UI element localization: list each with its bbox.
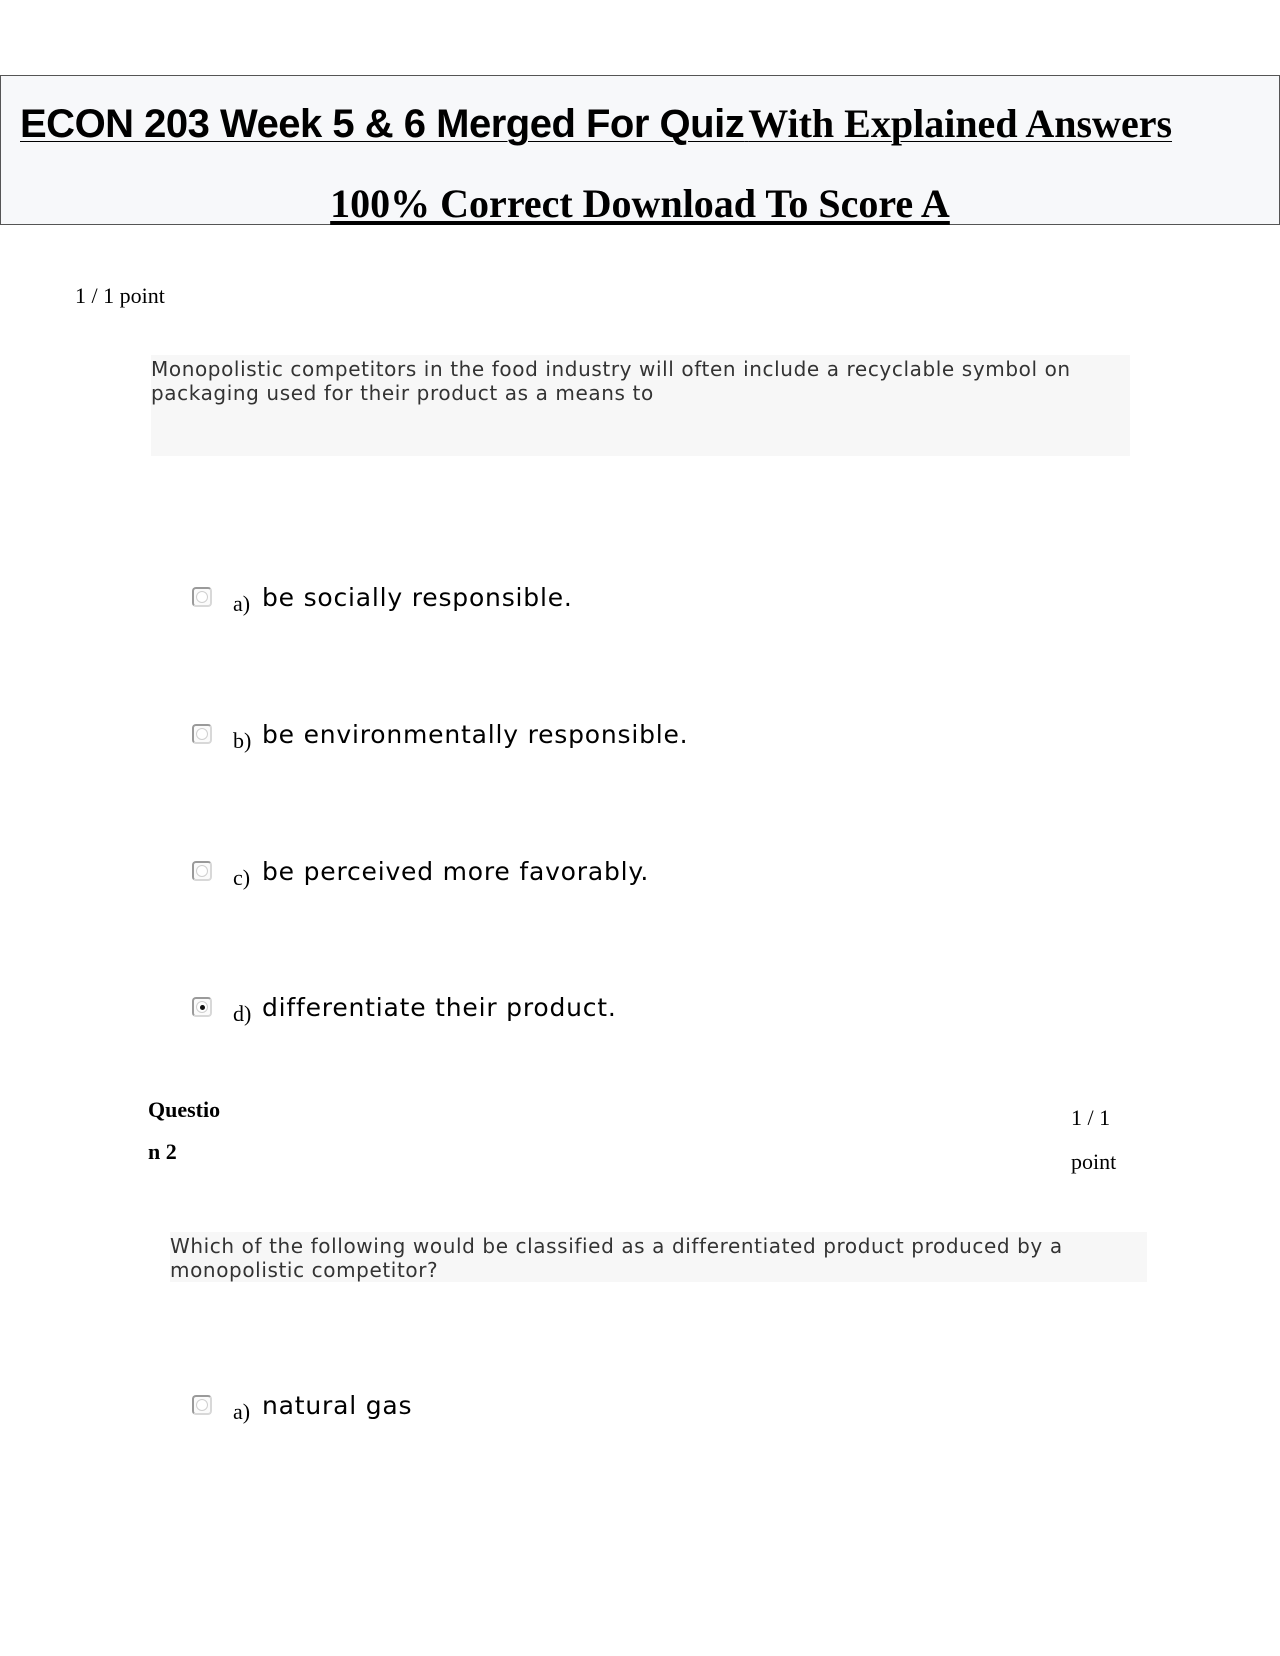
option-text: be environmentally responsible. <box>262 720 689 749</box>
radio-icon[interactable] <box>192 1395 212 1415</box>
question-2-label-cont: n 2 <box>148 1139 177 1164</box>
option-text: natural gas <box>262 1391 413 1420</box>
question-2-score-unit: point <box>1071 1149 1117 1174</box>
question-1-score: 1 / 1 point <box>75 283 165 308</box>
option-letter: a) <box>233 1399 251 1424</box>
question-1-prompt: Monopolistic competitors in the food industry will often include a recyclable symbol on packaging used for their product as a means to <box>151 355 1130 456</box>
option-letter: c) <box>233 865 251 890</box>
question-2-score: 1 / 1 <box>1071 1105 1111 1130</box>
option-letter: d) <box>233 1001 252 1026</box>
radio-icon[interactable] <box>192 724 212 744</box>
radio-icon[interactable] <box>192 587 212 607</box>
title-part-2: With Explained Answers <box>748 101 1173 146</box>
document-subtitle: 100% Correct Download To Score A <box>330 181 950 226</box>
option-text: be perceived more favorably. <box>262 857 650 886</box>
radio-icon[interactable] <box>192 861 212 881</box>
document-title <box>20 100 1260 150</box>
question-2-prompt: Which of the following would be classified as a differentiated product produced by a monopolistic competitor? <box>170 1232 1147 1282</box>
title-part-1: ECON 203 Week 5 & 6 Merged For Quiz <box>20 102 745 146</box>
option-letter: b) <box>233 728 252 753</box>
question-2-label: Questio <box>148 1097 221 1122</box>
radio-selected-icon[interactable] <box>192 997 212 1017</box>
option-text: differentiate their product. <box>262 993 617 1022</box>
option-text: be socially responsible. <box>262 583 573 612</box>
option-letter: a) <box>233 591 251 616</box>
